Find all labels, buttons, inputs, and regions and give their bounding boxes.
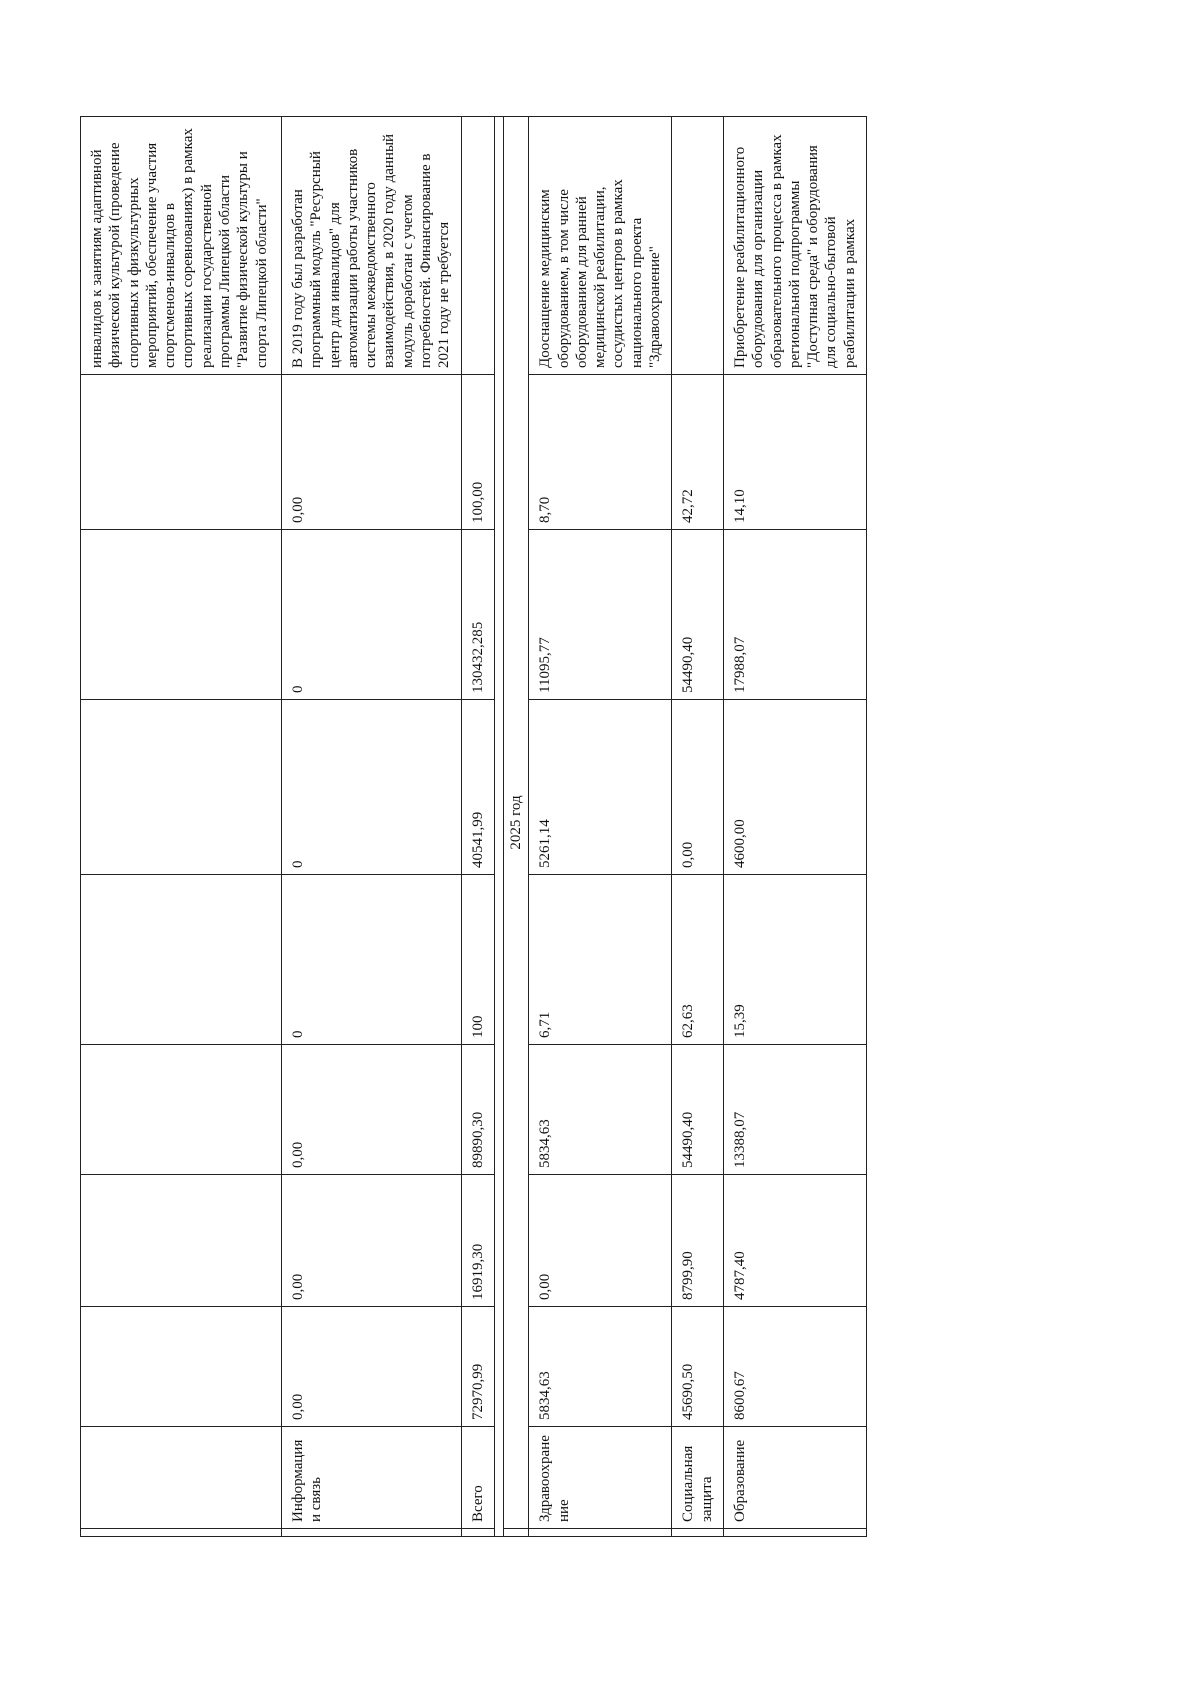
value-cell: [81, 1307, 282, 1427]
row-margin-cell: [672, 1529, 724, 1537]
value-cell: 16919,30: [461, 1175, 494, 1307]
table-row: [461, 117, 494, 1537]
budget-table: [80, 116, 867, 1537]
value-cell: 17988,07: [723, 530, 866, 700]
value-cell: 0,00: [282, 1045, 462, 1175]
value-cell: 0,00: [529, 1175, 672, 1307]
value-cell: [81, 700, 282, 875]
year-label: 2025 год: [503, 117, 528, 1529]
table-row: [282, 117, 462, 1537]
value-cell: 54490,40: [672, 530, 724, 700]
value-cell: [81, 375, 282, 530]
value-cell: 0: [282, 875, 462, 1045]
value-cell: 15,39: [723, 875, 866, 1045]
value-cell: 0: [282, 700, 462, 875]
sphere-cell: Образование: [723, 1427, 866, 1529]
spacer-cell: [494, 117, 503, 1537]
value-cell: 14,10: [723, 375, 866, 530]
value-cell: 42,72: [672, 375, 724, 530]
table-row: [81, 117, 282, 1537]
spacer-row: [494, 117, 503, 1537]
row-margin-cell: [723, 1529, 866, 1537]
sphere-cell: Социальная защита: [672, 1427, 724, 1529]
value-cell: 0,00: [282, 1307, 462, 1427]
row-margin-cell: [503, 1529, 528, 1537]
value-cell: [81, 1175, 282, 1307]
note-cell: [672, 117, 724, 375]
row-margin-cell: [81, 1529, 282, 1537]
value-cell: 4787,40: [723, 1175, 866, 1307]
value-cell: 89890,30: [461, 1045, 494, 1175]
value-cell: [81, 875, 282, 1045]
sphere-cell: Здравоохранение: [529, 1427, 672, 1529]
value-cell: 72970,99: [461, 1307, 494, 1427]
value-cell: 5261,14: [529, 700, 672, 875]
value-cell: 0: [282, 530, 462, 700]
value-cell: 6,71: [529, 875, 672, 1045]
value-cell: 100,00: [461, 375, 494, 530]
sphere-cell: [81, 1427, 282, 1529]
value-cell: 5834,63: [529, 1307, 672, 1427]
value-cell: [81, 1045, 282, 1175]
table-row: [529, 117, 672, 1537]
value-cell: 40541,99: [461, 700, 494, 875]
value-cell: 45690,50: [672, 1307, 724, 1427]
note-cell: В 2019 году был разработан программный модуль "Ресурсный центр для инвалидов" для автоматизации работы участников системы межведомственного взаимодействия, в 2020 году данный модуль доработан с учетом потребностей. Финансирование в 2021 году не требуется: [282, 117, 462, 375]
value-cell: 130432,285: [461, 530, 494, 700]
sphere-cell: Всего: [461, 1427, 494, 1529]
value-cell: [81, 530, 282, 700]
table-row: [723, 117, 866, 1537]
note-cell: Приобретение реабилитационного оборудования для организации образовательного процесса в рамках региональной подпрограммы "Доступная среда" и оборудования для социально-бытовой реабилитации в рамках: [723, 117, 866, 375]
value-cell: 0,00: [282, 375, 462, 530]
row-margin-cell: [282, 1529, 462, 1537]
value-cell: 8600,67: [723, 1307, 866, 1427]
value-cell: 5834,63: [529, 1045, 672, 1175]
value-cell: 54490,40: [672, 1045, 724, 1175]
sphere-cell: Информация и связь: [282, 1427, 462, 1529]
value-cell: 62,63: [672, 875, 724, 1045]
value-cell: 100: [461, 875, 494, 1045]
value-cell: 8799,90: [672, 1175, 724, 1307]
row-margin-cell: [461, 1529, 494, 1537]
value-cell: 13388,07: [723, 1045, 866, 1175]
note-cell: инвалидов к занятиям адаптивной физической культурой (проведение спортивных и физкультурных мероприятий, обеспечение участия спортсменов-инвалидов в спортивных соревнованиях) в рамках реализации государственной программы Липецкой области "Развитие физической культуры и спорта Липецкой области": [81, 117, 282, 375]
value-cell: 0,00: [282, 1175, 462, 1307]
note-cell: [461, 117, 494, 375]
value-cell: 0,00: [672, 700, 724, 875]
value-cell: 11095,77: [529, 530, 672, 700]
value-cell: 4600,00: [723, 700, 866, 875]
row-margin-cell: [529, 1529, 672, 1537]
year-row: [503, 117, 528, 1537]
note-cell: Дооснащение медицинским оборудованием, в том числе оборудованием для ранней медицинской реабилитации, сосудистых центров в рамках национального проекта "Здравоохранение": [529, 117, 672, 375]
table-row: [672, 117, 724, 1537]
value-cell: 8,70: [529, 375, 672, 530]
